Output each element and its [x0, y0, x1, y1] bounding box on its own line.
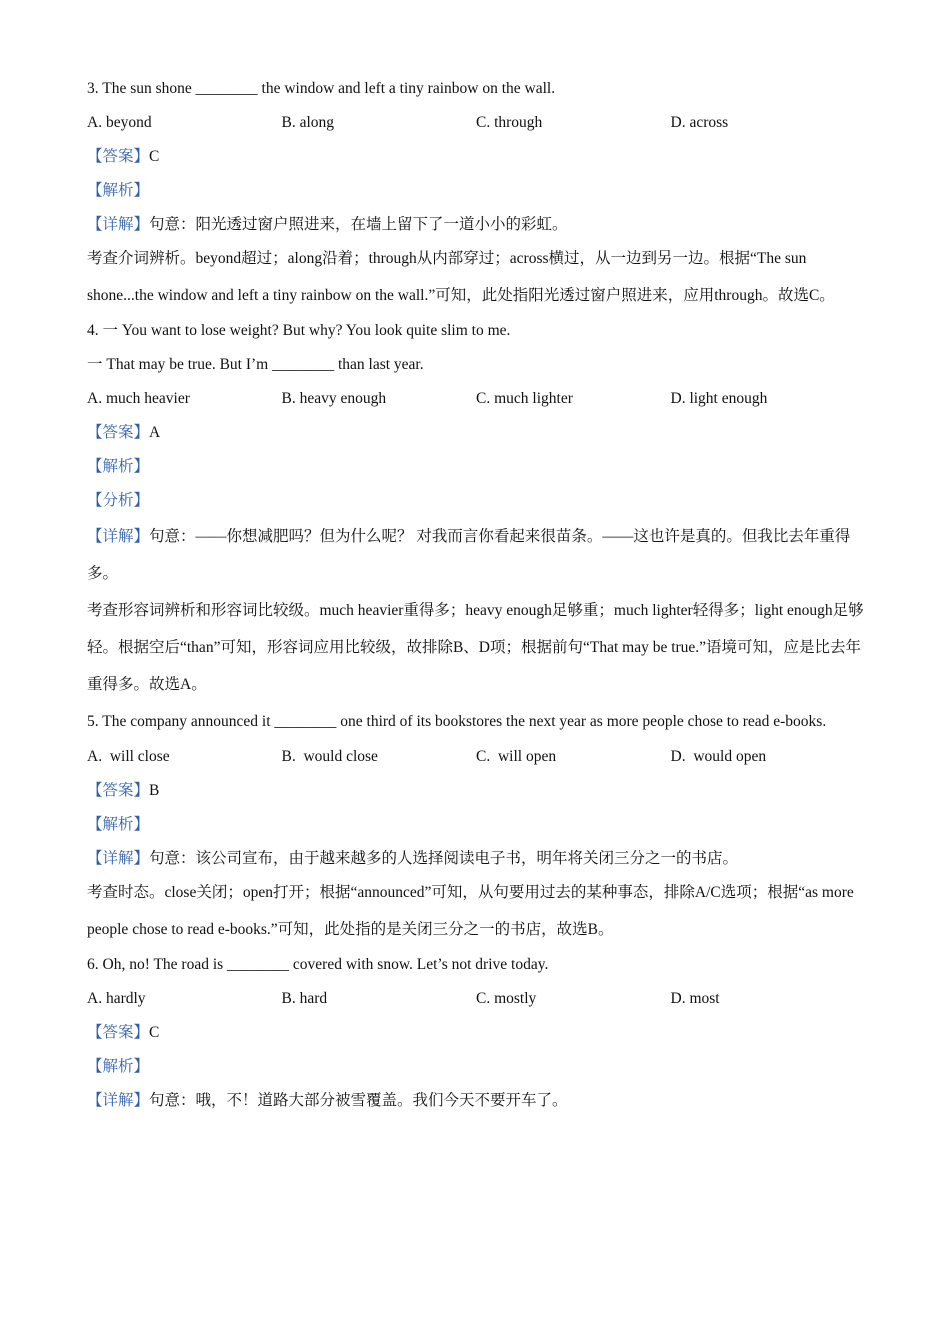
q6-option-b: B. hard: [281, 990, 328, 1007]
q6-options: [87, 982, 867, 1016]
detail-text: 句意：该公司宣布，由于越来越多的人选择阅读电子书，明年将关闭三分之一的书店。: [149, 850, 739, 867]
q5-answer: [87, 774, 867, 808]
answer-tag: 【答案】: [87, 1024, 150, 1041]
q3-analysis-tag: 【解析】: [87, 182, 150, 199]
q3-detail: [87, 208, 867, 242]
q5-option-d: D. would open: [670, 748, 767, 765]
detail-text: 句意：阳光透过窗户照进来，在墙上留下了一道小小的彩虹。: [149, 216, 568, 233]
q6-option-a: A. hardly: [87, 990, 146, 1007]
q5-stem: 5. The company announced it ________ one third of its bookstores the next year as more people chose to read e-books.: [87, 713, 827, 730]
q5-option-a: A. will close: [87, 748, 170, 765]
detail-tag: 【详解】: [87, 216, 150, 233]
answer-value: A: [149, 424, 161, 441]
q3-stem: 3. The sun shone ________ the window and left a tiny rainbow on the wall.: [87, 80, 556, 97]
q4-option-b: B. heavy enough: [281, 390, 387, 407]
q4-analysis-tag: 【解析】: [87, 458, 150, 475]
q4-fenxi-tag: 【分析】: [87, 492, 150, 509]
q3-option-b: B. along: [281, 114, 335, 131]
q6-analysis-tag: 【解析】: [87, 1058, 150, 1075]
q4-option-d: D. light enough: [670, 390, 768, 407]
q4-explanation: 考查形容词辨析和形容词比较级。much heavier重得多；heavy enough足够重；much lighter轻得多；light enough足够轻。根据空后“than”可知，形容词应用比较级，故排除B、D项；根据前句“That may be true.”语境可知，应是比去年重得多。故选A。: [87, 602, 864, 693]
answer-value: C: [149, 148, 160, 165]
q5-option-b: B. would close: [281, 748, 378, 765]
q6-stem: 6. Oh, no! The road is ________ covered with snow. Let’s not drive today.: [87, 956, 549, 973]
q5-option-c: C. will open: [476, 748, 557, 765]
detail-tag: 【详解】: [87, 1092, 150, 1109]
q5-options: [87, 740, 867, 774]
document-page: [87, 72, 867, 1118]
q5-analysis-tag: 【解析】: [87, 816, 150, 833]
q6-detail: [87, 1084, 867, 1118]
detail-tag: 【详解】: [87, 528, 150, 545]
q5-explanation: 考查时态。close关闭；open打开；根据“announced”可知，从句要用过去的某种事态，排除A/C选项；根据“as more people chose to read e-books.”可知，此处指的是关闭三分之一的书店，故选B。: [87, 884, 854, 938]
q3-answer: [87, 140, 867, 174]
q4-stem-line2: 一 That may be true. But I’m ________ than last year.: [87, 356, 424, 373]
q5-detail: [87, 842, 867, 876]
q4-options: [87, 382, 867, 416]
q3-option-a: A. beyond: [87, 114, 152, 131]
detail-text: 句意：哦，不！道路大部分被雪覆盖。我们今天不要开车了。: [149, 1092, 568, 1109]
detail-text: 句意：——你想减肥吗？但为什么呢？ 对我而言你看起来很苗条。——这也许是真的。但我比去年重得多。: [87, 528, 851, 582]
q4-stem-line1: 4. 一 You want to lose weight? But why? You look quite slim to me.: [87, 322, 511, 339]
q4-answer: [87, 416, 867, 450]
answer-tag: 【答案】: [87, 782, 150, 799]
answer-tag: 【答案】: [87, 148, 150, 165]
q4-option-c: C. much lighter: [476, 390, 573, 407]
answer-value: B: [149, 782, 160, 799]
q6-option-c: C. mostly: [476, 990, 537, 1007]
q3-option-c: C. through: [476, 114, 543, 131]
q6-option-d: D. most: [670, 990, 720, 1007]
q3-options: [87, 106, 867, 140]
q4-option-a: A. much heavier: [87, 390, 190, 407]
answer-tag: 【答案】: [87, 424, 150, 441]
answer-value: C: [149, 1024, 160, 1041]
q3-option-d: D. across: [670, 114, 729, 131]
q6-answer: [87, 1016, 867, 1050]
q3-explanation: 考查介词辨析。beyond超过；along沿着；through从内部穿过；across横过，从一边到另一边。根据“The sun shone...the window and left a tiny rainbow on the wall.”可知，此处指阳光透过窗户照进来，应用through。故选C。: [87, 250, 835, 304]
detail-tag: 【详解】: [87, 850, 150, 867]
q4-detail: [87, 518, 867, 592]
